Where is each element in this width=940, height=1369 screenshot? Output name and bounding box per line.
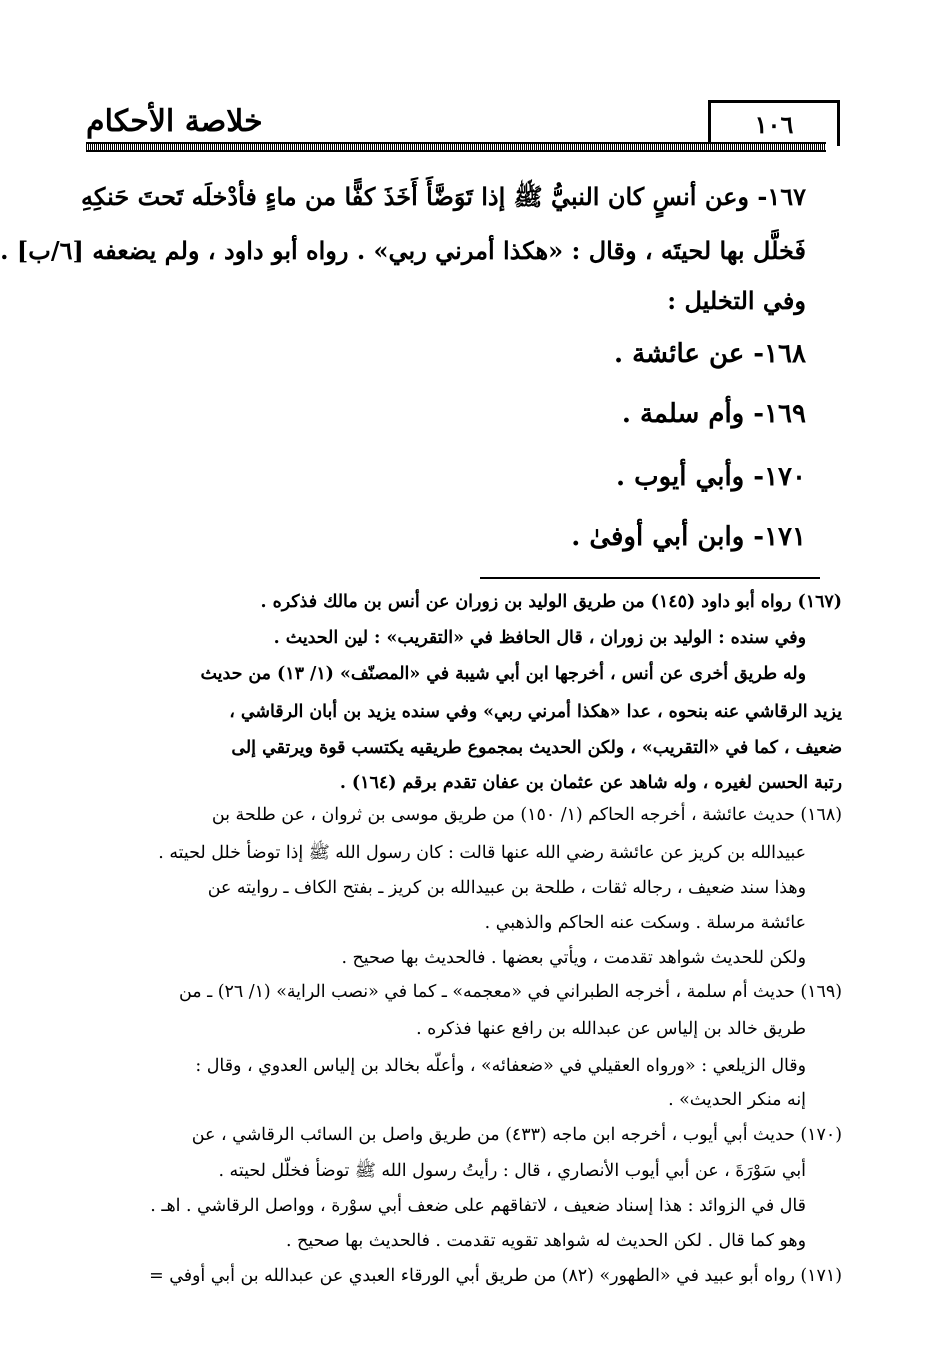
footnote-line: (١٧١) رواه أبو عبيد في «الطهور» (٨٢) من طريق أبي الورقاء العبدي عن عبدالله بن أبي أوفي = — [149, 1266, 842, 1286]
footnote-line: عائشة مرسلة . وسكت عنه الحاكم والذهبي . — [484, 913, 806, 933]
footnote-line: وفي سنده : الوليد بن زوران ، قال الحافظ في «التقريب» : لين الحديث . — [273, 628, 806, 648]
hadith-item: ١٧١- وابن أبي أوفىٰ . — [571, 522, 806, 552]
footnote-line: وهو كما قال . لكن الحديث له شواهد تقويه تقدمت . فالحديث بها صحيح . — [285, 1231, 806, 1251]
footnote-line: (١٦٨) حديث عائشة ، أخرجه الحاكم (١/ ١٥٠) من طريق موسى بن ثروان ، عن طلحة بن — [211, 805, 842, 825]
hadith-line: ١٦٧- وعن أنسٍ كان النبيُّ ﷺ إذا تَوَضَّأَ أَخَذَ كفًّا من ماءٍ فأدْخلَه تَحتَ حَنكِهِ — [81, 182, 806, 211]
footnote-line: قال في الزوائد : هذا إسناد ضعيف ، لاتفاقهم على ضعف أبي سوْرة ، وواصل الرقاشي . اهـ . — [150, 1196, 806, 1216]
running-header — [86, 98, 826, 158]
hadith-item: ١٦٨- عن عائشة . — [613, 339, 806, 369]
footnote-line: (١٦٧) رواه أبو داود (١٤٥) من طريق الوليد بن زوران عن أنس بن مالك فذكره . — [260, 592, 842, 612]
footnote-line: (١٦٩) حديث أم سلمة ، أخرجه الطبراني في «معجمه» ـ كما في «نصب الراية» (١/ ٢٦) ـ من — [178, 982, 842, 1002]
footnote-line: ضعيف ، كما في «التقريب» ، ولكن الحديث بمجموع طريقيه يكتسب قوة ويرتقي إلى — [231, 738, 842, 758]
footnote-line: رتبة الحسن لغيره ، وله شاهد عن عثمان بن عفان تقدم برقم (١٦٤) . — [339, 773, 842, 793]
hadith-line: فَخلَّل بها لحيتَه ، وقال : «هكذا أمرني ربي» . رواه أبو داود ، ولم يضعفه [٦/ب] . — [0, 236, 806, 265]
footnote-line: (١٧٠) حديث أبي أيوب ، أخرجه ابن ماجه (٤٣٣) من طريق واصل بن السائب الرقاشي ، عن — [191, 1125, 842, 1145]
footnote-line: وقال الزيلعي : «ورواه العقيلي في «ضعفائه» ، وأعلّه بخالد بن إلياس العدوي ، وقال : — [195, 1056, 806, 1076]
book-title: خلاصة الأحكام — [86, 104, 263, 139]
footnote-line: ولكن للحديث شواهد تقدمت ، ويأتي بعضها . فالحديث بها صحيح . — [341, 948, 806, 968]
footnote-line: وهذا سند ضعيف ، رجاله ثقات ، طلحة بن عبيدالله بن كريز ـ بفتح الكاف ـ روايته عن — [207, 878, 806, 898]
footnote-line: عبيدالله بن كريز عن عائشة رضي الله عنها قالت : كان رسول الله ﷺ إذا توضأ خلل لحيته . — [158, 843, 806, 863]
hadith-item: ١٦٩- وأم سلمة . — [621, 399, 806, 429]
footnote-line: طريق خالد بن إلياس عن عبدالله بن رافع عنها فذكره . — [416, 1019, 806, 1039]
section-heading: وفي التخليل : — [667, 286, 806, 315]
footnote-line: وله طريق أخرى عن أنس ، أخرجها ابن أبي شيبة في «المصنّف» (١/ ١٣) من حديث — [200, 664, 806, 684]
header-rule — [86, 142, 826, 152]
footnote-line: إنه منكر الحديث» . — [668, 1090, 806, 1110]
page-number: ١٠٦ — [708, 100, 840, 146]
hadith-item: ١٧٠- وأبي أيوب . — [616, 462, 806, 492]
footnote-divider — [480, 577, 820, 579]
footnote-line: أبي سَوْرَةَ ، عن أبي أيوب الأنصاري ، قال : رأيتُ رسول الله ﷺ توضأ فخلّل لحيته . — [218, 1161, 806, 1181]
footnote-line: يزيد الرقاشي عنه بنحوه ، عدا «هكذا أمرني ربي» وفي سنده يزيد بن أبان الرقاشي ، — [229, 702, 842, 722]
